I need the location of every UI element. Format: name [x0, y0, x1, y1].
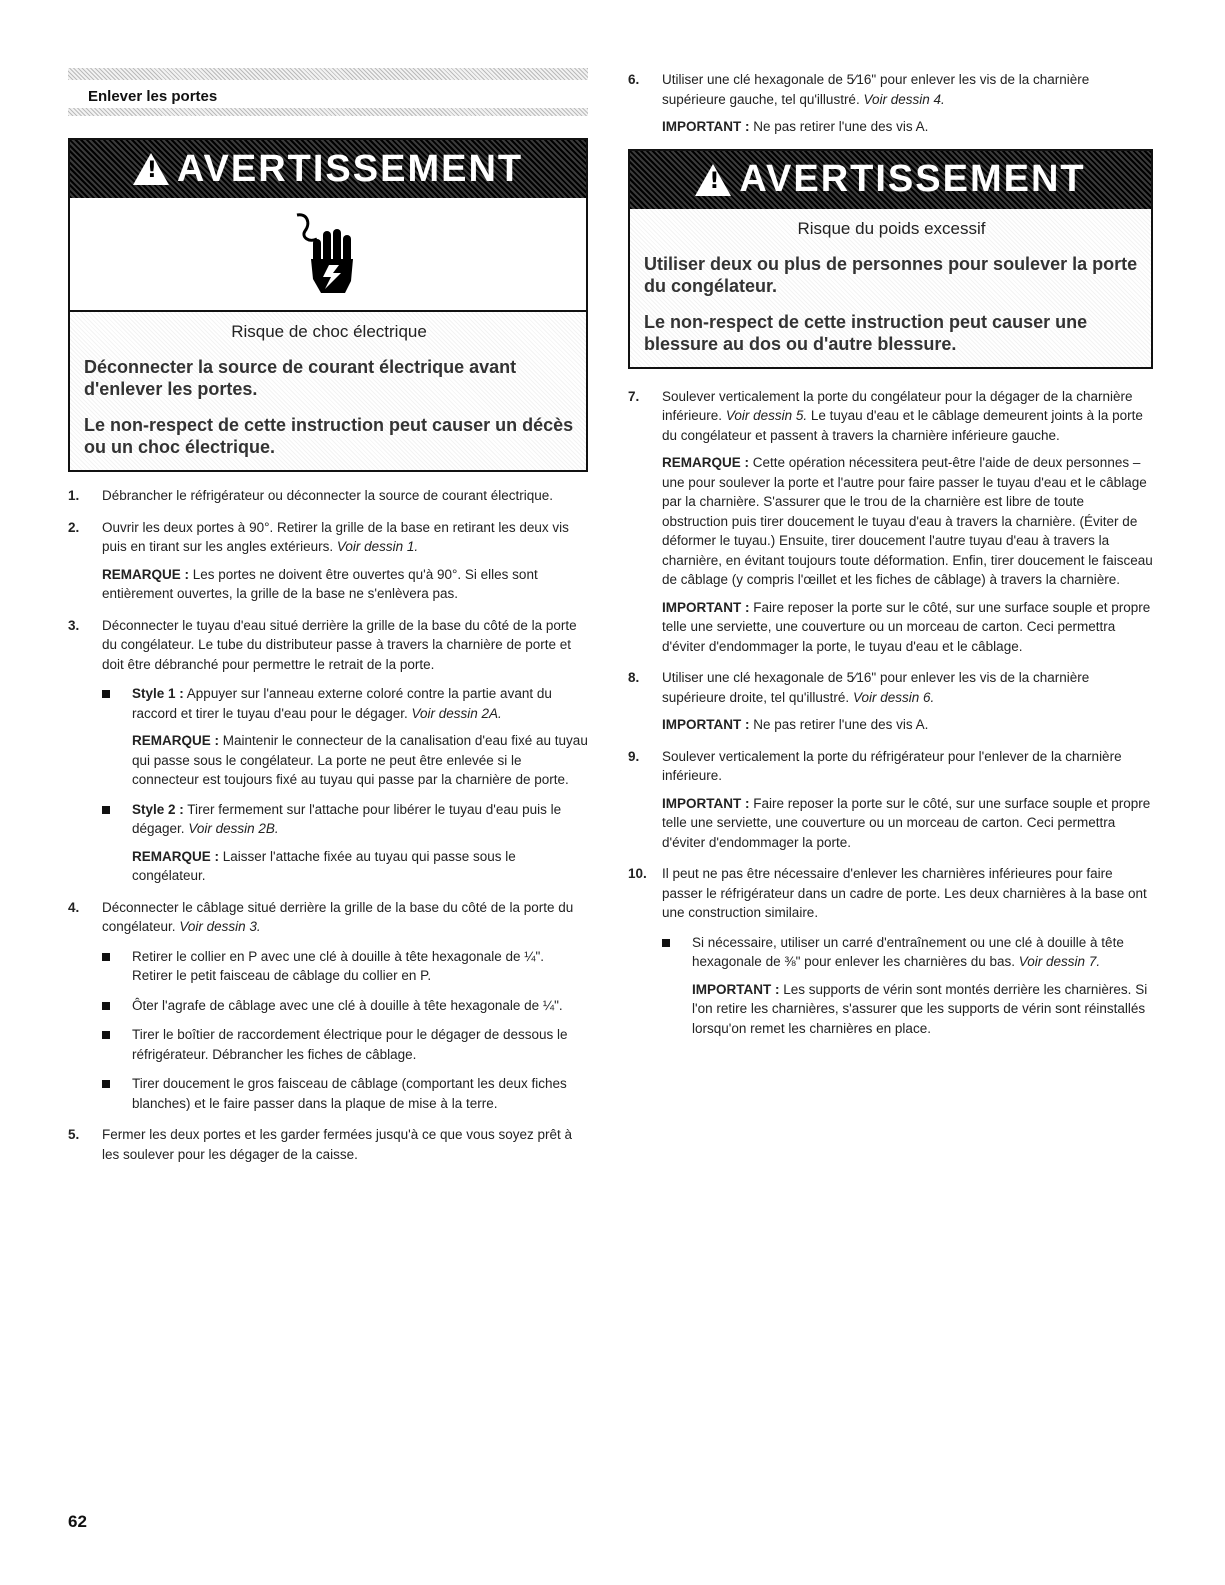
note: REMARQUE : Cette opération nécessitera peut-être l'aide de deux personnes – une pour soulever la porte et l'autre pour faire passer le tuyau d'eau et le câblage par la charnière. S'assurer que le trou de la charnière est libre de toute obstruction puis tirer doucement le tuyau d'eau à travers la charnière. (Éviter de déformer le tuyau.) Ensuite, tirer doucement l'autre tuyau d'eau à travers la charnière, en évitant toujours toute déformation. Enfin, tirer doucement le faisceau de câblage (y compris l'œillet et les fiches de câblage) à travers la charnière.	[662, 455, 1153, 587]
step-3: 3. Déconnecter le tuyau d'eau situé derrière la grille de la base du côté de la porte du congélateur. Le tube du distributeur passe à travers la charnière de porte et doit être débranché pour permettre le retrait de la porte. Style 1 : Appuyer sur l'anneau externe coloré contre la partie avant du raccord et tirer le tuyau d'eau pour le dégager. Voir dessin 2A. REMARQUE : Maintenir le connecteur de la canalisation d'eau fixé au tuyau qui passe sous le congélateur. La porte ne peut être enlevée si le connecteur est toujours fixé au tuyau qui passe par la charnière de porte. Style 2 : Tirer fermement sur l'attache pour libérer le tuyau d'eau puis le dégager. Voir dessin 2B. REMARQUE : Laisser l'attache fixée au tuyau qui passe sous le congélateur.	[68, 616, 588, 886]
important-note: IMPORTANT : Faire reposer la porte sur le côté, sur une surface souple et propre telle une serviette, une couverture ou un morceau de carton. Ceci permettra d'éviter d'endommager la porte, le tuyau d'eau et le câblage.	[662, 599, 1151, 654]
section-header	[68, 68, 588, 116]
warning-consequence: Le non-respect de cette instruction peut causer un décès ou un choc électrique.	[84, 415, 574, 457]
weight-warning	[628, 149, 1153, 369]
warning-instruction: Déconnecter la source de courant électrique avant d'enlever les portes.	[84, 357, 517, 399]
warning-instruction: Utiliser deux ou plus de personnes pour soulever la porte du congélateur.	[644, 253, 1138, 296]
important-note: IMPORTANT : Les supports de vérin sont montés derrière les charnières. Si l'on retire les charnières, s'assurer que les supports de vérin sont réinstallés lorsqu'on remet les charnières en place.	[692, 981, 1148, 1036]
warning-header	[70, 140, 586, 198]
steps-right	[628, 387, 1153, 1039]
warning-header	[630, 151, 1151, 209]
step-2: 2. Ouvrir les deux portes à 90°. Retirer la grille de la base en retirant les deux vis puis en tirant sur les angles extérieurs. Voir dessin 1. REMARQUE : Les portes ne doivent être ouvertes qu'à 90°. Si elles sont entièrement ouvertes, la grille de la base ne s'enlèvera pas.	[68, 518, 588, 604]
figure-ref: Voir dessin 1.	[336, 539, 419, 554]
bullet-style-2: Style 2 : Tirer fermement sur l'attache pour libérer le tuyau d'eau puis le dégager. Voir dessin 2B. REMARQUE : Laisser l'attache fixée au tuyau qui passe sous le congélateur.	[102, 800, 588, 886]
warning-pictogram	[70, 198, 586, 312]
note: REMARQUE : Les portes ne doivent être ouvertes qu'à 90°. Si elles sont entièrement ouvertes, la grille de la base ne s'enlèvera pas.	[102, 566, 538, 601]
step-5: 5. Fermer les deux portes et les garder fermées jusqu'à ce que vous soyez prêt à les soulever pour les dégager de la caisse.	[68, 1127, 573, 1162]
warning-consequence: Le non-respect de cette instruction peut causer une blessure au dos ou d'autre blessure.	[644, 311, 1088, 354]
bullet-square-icon	[102, 1080, 110, 1088]
header-rule-bottom	[68, 108, 588, 116]
bullet: Tirer le boîtier de raccordement électrique pour le dégager de dessous le réfrigérateur. Débrancher les fiches de câblage.	[102, 1025, 588, 1064]
bullet: Retirer le collier en P avec une clé à douille à tête hexagonale de ¼". Retirer le petit faisceau de câblage du collier en P.	[102, 947, 588, 986]
bullet-square-icon	[102, 690, 110, 698]
warning-subtitle: Risque du poids excessif	[797, 218, 986, 238]
bullet-style-1: Style 1 : Appuyer sur l'anneau externe coloré contre la partie avant du raccord et tirer le tuyau d'eau pour le dégager. Voir dessin 2A. REMARQUE : Maintenir le connecteur de la canalisation d'eau fixé au tuyau qui passe sous le congélateur. La porte ne peut être enlevée si le connecteur est toujours fixé au tuyau qui passe par la charnière de porte.	[102, 684, 588, 790]
bullet: Si nécessaire, utiliser un carré d'entraînement ou une clé à douille à tête hexagonale de ⅜" pour enlever les charnières du bas. Voir dessin 7. IMPORTANT : Les supports de vérin sont montés derrière les charnières. Si l'on retire les charnières, s'assurer que les supports de vérin sont réinstallés lorsqu'on remet les charnières en place.	[662, 933, 1153, 1039]
step-10: 10. Il peut ne pas être nécessaire d'enlever les charnières inférieures pour faire passer le réfrigérateur dans un cadre de porte. Les deux charnières à la base ont une construction similaire. Si nécessaire, utiliser un carré d'entraînement ou une clé à douille à tête hexagonale de ⅜" pour enlever les charnières du bas. Voir dessin 7. IMPORTANT : Les supports de vérin sont montés derrière les charnières. Si l'on retire les charnières, s'assurer que les supports de vérin sont réinstallés lorsqu'on remet les charnières en place.	[628, 864, 1153, 1038]
bullet: Ôter l'agrafe de câblage avec une clé à douille à tête hexagonale de ¼".	[102, 996, 588, 1016]
warning-body	[630, 209, 1151, 367]
page-number: 62	[68, 1512, 87, 1531]
step-1: 1. Débrancher le réfrigérateur ou déconnecter la source de courant électrique.	[68, 488, 554, 503]
warning-subtitle: Risque de choc électrique	[231, 322, 427, 341]
step-9: 9. Soulever verticalement la porte du réfrigérateur pour l'enlever de la charnière inférieure. IMPORTANT : Faire reposer la porte sur le côté, sur une surface souple et propre telle une serviette, une couverture ou un morceau de carton. Ceci permettra d'éviter d'endommager la porte.	[628, 747, 1153, 853]
steps-left	[68, 486, 588, 1164]
important-note: IMPORTANT : Ne pas retirer l'une des vis A.	[662, 717, 929, 732]
step-4: 4. Déconnecter le câblage situé derrière la grille de la base du côté de la porte du congélateur. Voir dessin 3. Retirer le collier en P avec une clé à douille à tête hexagonale de ¼". Retirer le petit faisceau de câblage du collier en P. Ôter l'agrafe de câblage avec une clé à douille à tête hexagonale de ¼". Tirer le boîtier de raccordement électrique pour le dégager de dessous le réfrigérateur. Débrancher les fiches de câblage. Tirer doucement le gros faisceau de câblage (comportant les deux fiches blanches) et le faire passer dans la plaque de mise à la terre.	[68, 898, 588, 1114]
bullet-square-icon	[662, 939, 670, 947]
step-6: 6. Utiliser une clé hexagonale de 5⁄16" pour enlever les vis de la charnière supérieure gauche, tel qu'illustré. Voir dessin 4. IMPORTANT : Ne pas retirer l'une des vis A.	[628, 70, 1153, 137]
section-title: Enlever les portes	[88, 88, 218, 105]
note: REMARQUE : Maintenir le connecteur de la canalisation d'eau fixé au tuyau qui passe sous le congélateur. La porte ne peut être enlevée si le connecteur est toujours fixé au tuyau qui passe par la charnière de porte.	[132, 733, 588, 787]
important-note: IMPORTANT : Faire reposer la porte sur le côté, sur une surface souple et propre telle une serviette, une couverture ou un morceau de carton. Ceci permettra d'éviter d'endommager la porte.	[662, 795, 1151, 850]
step-7: 7. Soulever verticalement la porte du congélateur pour la dégager de la charnière inférieure. Voir dessin 5. Le tuyau d'eau et le câblage demeurent joints à la porte du congélateur et passent à travers la charnière inférieure gauche. REMARQUE : Cette opération nécessitera peut-être l'aide de deux personnes – une pour soulever la porte et l'autre pour faire passer le tuyau d'eau et le câblage par la charnière. S'assurer que le trou de la charnière est libre de toute obstruction puis tirer doucement le tuyau d'eau à travers la charnière. (Éviter de déformer le tuyau.) Ensuite, tirer doucement l'autre tuyau d'eau à travers la charnière, en évitant toujours toute déformation. Enfin, tirer doucement le faisceau de câblage (y compris l'œillet et les fiches de câblage) à travers la charnière. IMPORTANT : Faire reposer la porte sur le côté, sur une surface souple et propre telle une serviette, une couverture ou un morceau de carton. Ceci permettra d'éviter d'endommager la porte, le tuyau d'eau et le câblage.	[628, 387, 1153, 657]
bullet-square-icon	[102, 1031, 110, 1039]
left-column	[68, 68, 588, 1176]
important-note: IMPORTANT : Ne pas retirer l'une des vis A.	[662, 119, 929, 134]
electric-shock-warning	[68, 138, 588, 472]
note: REMARQUE : Laisser l'attache fixée au tuyau qui passe sous le congélateur.	[132, 848, 516, 883]
header-rule-top	[68, 68, 588, 80]
steps-right-top	[628, 70, 1153, 137]
warning-triangle-icon: !	[133, 153, 169, 185]
bullet-square-icon	[102, 1002, 110, 1010]
bullet-square-icon	[102, 953, 110, 961]
bullet-square-icon	[102, 806, 110, 814]
step-8: 8. Utiliser une clé hexagonale de 5⁄16" pour enlever les vis de la charnière supérieure droite, tel qu'illustré. Voir dessin 6. IMPORTANT : Ne pas retirer l'une des vis A.	[628, 668, 1153, 735]
bullet: Tirer doucement le gros faisceau de câblage (comportant les deux fiches blanches) et le faire passer dans la plaque de mise à la terre.	[102, 1074, 588, 1113]
warning-body	[70, 312, 586, 470]
electric-shock-hand-icon	[293, 209, 363, 299]
warning-triangle-icon: !	[695, 164, 731, 196]
right-column	[628, 70, 1153, 1050]
warning-word: AVERTISSEMENT	[739, 158, 1086, 200]
warning-word: AVERTISSEMENT	[176, 147, 524, 190]
